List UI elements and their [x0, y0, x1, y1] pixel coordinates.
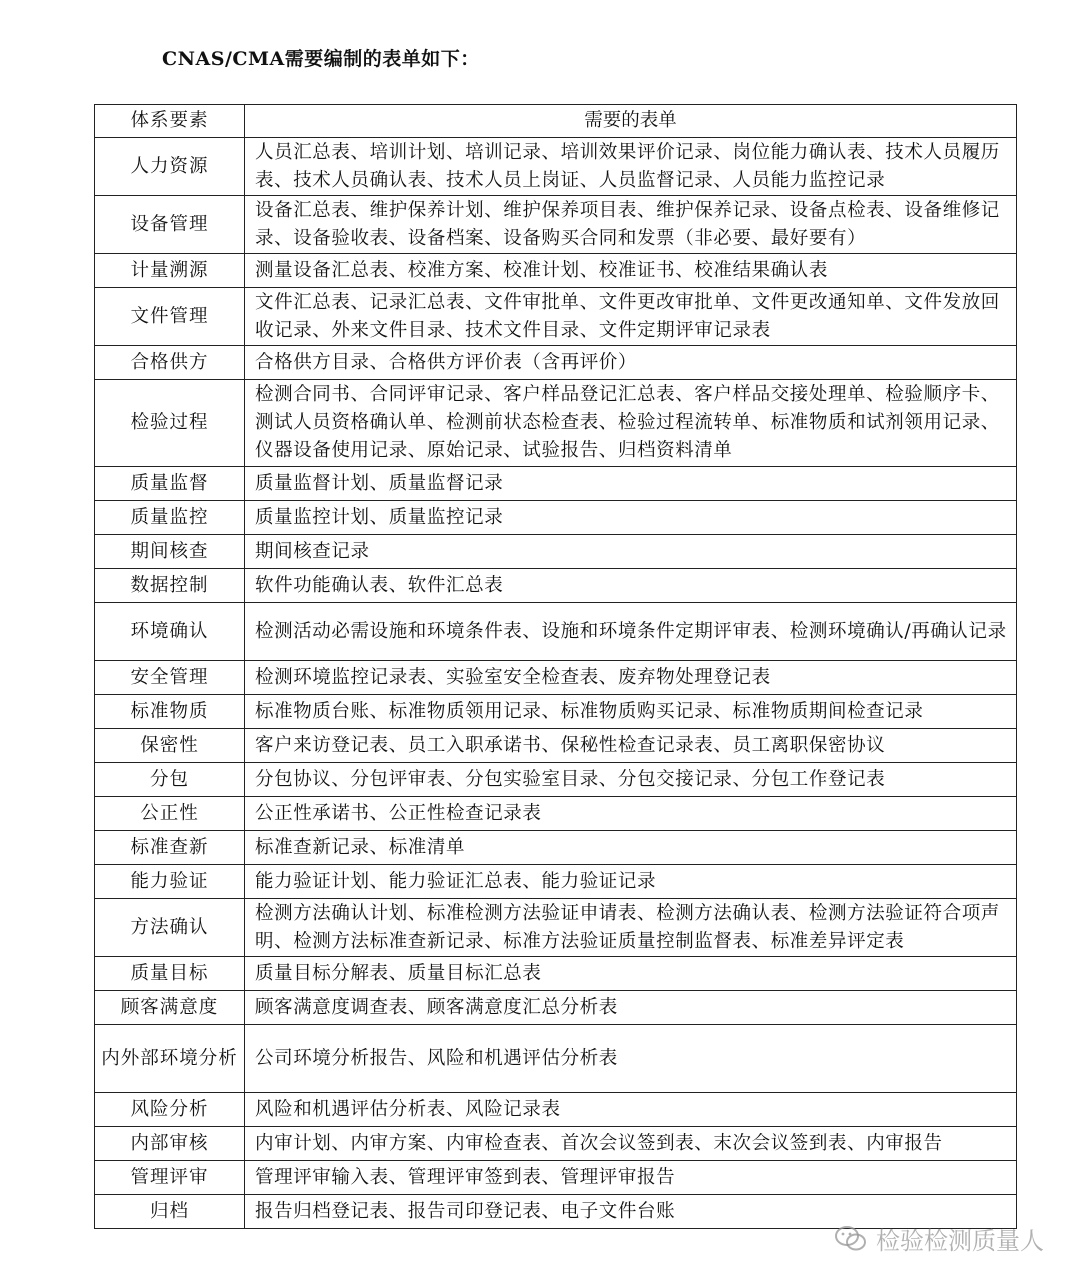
forms-cell: 管理评审输入表、管理评审签到表、管理评审报告	[245, 1161, 1017, 1195]
forms-cell: 合格供方目录、合格供方评价表（含再评价）	[245, 346, 1017, 380]
forms-cell: 客户来访登记表、员工入职承诺书、保秘性检查记录表、员工离职保密协议	[245, 729, 1017, 763]
table-row	[95, 288, 1017, 346]
forms-cell: 分包协议、分包评审表、分包实验室目录、分包交接记录、分包工作登记表	[245, 763, 1017, 797]
element-cell: 能力验证	[95, 865, 245, 899]
forms-cell: 检测方法确认计划、标准检测方法验证申请表、检测方法确认表、检测方法验证符合项声明、检测方法标准查新记录、标准方法验证质量控制监督表、标准差异评定表	[245, 899, 1017, 957]
forms-cell: 检测活动必需设施和环境条件表、设施和环境条件定期评审表、检测环境确认/再确认记录	[245, 603, 1017, 661]
element-cell: 人力资源	[95, 138, 245, 196]
table-row	[95, 1093, 1017, 1127]
watermark	[834, 1221, 1044, 1256]
forms-cell: 文件汇总表、记录汇总表、文件审批单、文件更改审批单、文件更改通知单、文件发放回收记录、外来文件目录、技术文件目录、文件定期评审记录表	[245, 288, 1017, 346]
forms-cell: 检测环境监控记录表、实验室安全检查表、废弃物处理登记表	[245, 661, 1017, 695]
table-row	[95, 865, 1017, 899]
table-row	[95, 1025, 1017, 1093]
table-row	[95, 797, 1017, 831]
forms-cell: 报告归档登记表、报告司印登记表、电子文件台账	[245, 1195, 1017, 1229]
table-row	[95, 346, 1017, 380]
table-row	[95, 535, 1017, 569]
forms-table	[94, 104, 1017, 1229]
element-cell: 合格供方	[95, 346, 245, 380]
header-forms: 需要的表单	[245, 105, 1017, 138]
forms-cell: 公司环境分析报告、风险和机遇评估分析表	[245, 1025, 1017, 1093]
table-row	[95, 569, 1017, 603]
element-cell: 设备管理	[95, 196, 245, 254]
element-cell: 安全管理	[95, 661, 245, 695]
forms-cell: 测量设备汇总表、校准方案、校准计划、校准证书、校准结果确认表	[245, 254, 1017, 288]
table-row	[95, 729, 1017, 763]
table-row	[95, 1161, 1017, 1195]
element-cell: 数据控制	[95, 569, 245, 603]
table-row	[95, 467, 1017, 501]
table-row	[95, 501, 1017, 535]
element-cell: 内外部环境分析	[95, 1025, 245, 1093]
forms-cell: 风险和机遇评估分析表、风险记录表	[245, 1093, 1017, 1127]
forms-cell: 能力验证计划、能力验证汇总表、能力验证记录	[245, 865, 1017, 899]
element-cell: 公正性	[95, 797, 245, 831]
element-cell: 管理评审	[95, 1161, 245, 1195]
element-cell: 标准物质	[95, 695, 245, 729]
table-row	[95, 254, 1017, 288]
element-cell: 计量溯源	[95, 254, 245, 288]
table-row	[95, 957, 1017, 991]
element-cell: 方法确认	[95, 899, 245, 957]
forms-cell: 软件功能确认表、软件汇总表	[245, 569, 1017, 603]
forms-cell: 质量监督计划、质量监督记录	[245, 467, 1017, 501]
table-row	[95, 695, 1017, 729]
element-cell: 质量监控	[95, 501, 245, 535]
table-row	[95, 899, 1017, 957]
forms-cell: 标准查新记录、标准清单	[245, 831, 1017, 865]
table-row	[95, 196, 1017, 254]
forms-cell: 质量目标分解表、质量目标汇总表	[245, 957, 1017, 991]
table-row	[95, 603, 1017, 661]
header-element: 体系要素	[95, 105, 245, 138]
table-row	[95, 661, 1017, 695]
element-cell: 归档	[95, 1195, 245, 1229]
watermark-text: 检验检测质量人	[876, 1227, 1044, 1255]
wechat-icon	[834, 1225, 868, 1253]
forms-cell: 公正性承诺书、公正性检查记录表	[245, 797, 1017, 831]
table-row	[95, 763, 1017, 797]
element-cell: 质量目标	[95, 957, 245, 991]
table-row	[95, 831, 1017, 865]
element-cell: 标准查新	[95, 831, 245, 865]
forms-cell: 人员汇总表、培训计划、培训记录、培训效果评价记录、岗位能力确认表、技术人员履历表、技术人员确认表、技术人员上岗证、人员监督记录、人员能力监控记录	[245, 138, 1017, 196]
table-header-row	[95, 105, 1017, 138]
element-cell: 分包	[95, 763, 245, 797]
element-cell: 质量监督	[95, 467, 245, 501]
forms-cell: 内审计划、内审方案、内审检查表、首次会议签到表、末次会议签到表、内审报告	[245, 1127, 1017, 1161]
table-row	[95, 138, 1017, 196]
element-cell: 期间核查	[95, 535, 245, 569]
element-cell: 环境确认	[95, 603, 245, 661]
element-cell: 顾客满意度	[95, 991, 245, 1025]
forms-cell: 设备汇总表、维护保养计划、维护保养项目表、维护保养记录、设备点检表、设备维修记录、设备验收表、设备档案、设备购买合同和发票（非必要、最好要有）	[245, 196, 1017, 254]
element-cell: 检验过程	[95, 380, 245, 467]
element-cell: 内部审核	[95, 1127, 245, 1161]
page-title: CNAS/CMA需要编制的表单如下：	[162, 48, 480, 70]
element-cell: 保密性	[95, 729, 245, 763]
forms-cell: 顾客满意度调查表、顾客满意度汇总分析表	[245, 991, 1017, 1025]
forms-cell: 标准物质台账、标准物质领用记录、标准物质购买记录、标准物质期间检查记录	[245, 695, 1017, 729]
forms-cell: 期间核查记录	[245, 535, 1017, 569]
table-row	[95, 991, 1017, 1025]
forms-cell: 质量监控计划、质量监控记录	[245, 501, 1017, 535]
element-cell: 文件管理	[95, 288, 245, 346]
table-row	[95, 1127, 1017, 1161]
forms-cell: 检测合同书、合同评审记录、客户样品登记汇总表、客户样品交接处理单、检验顺序卡、测试人员资格确认单、检测前状态检查表、检验过程流转单、标准物质和试剂领用记录、仪器设备使用记录、原始记录、试验报告、归档资料清单	[245, 380, 1017, 467]
table-row	[95, 380, 1017, 467]
element-cell: 风险分析	[95, 1093, 245, 1127]
